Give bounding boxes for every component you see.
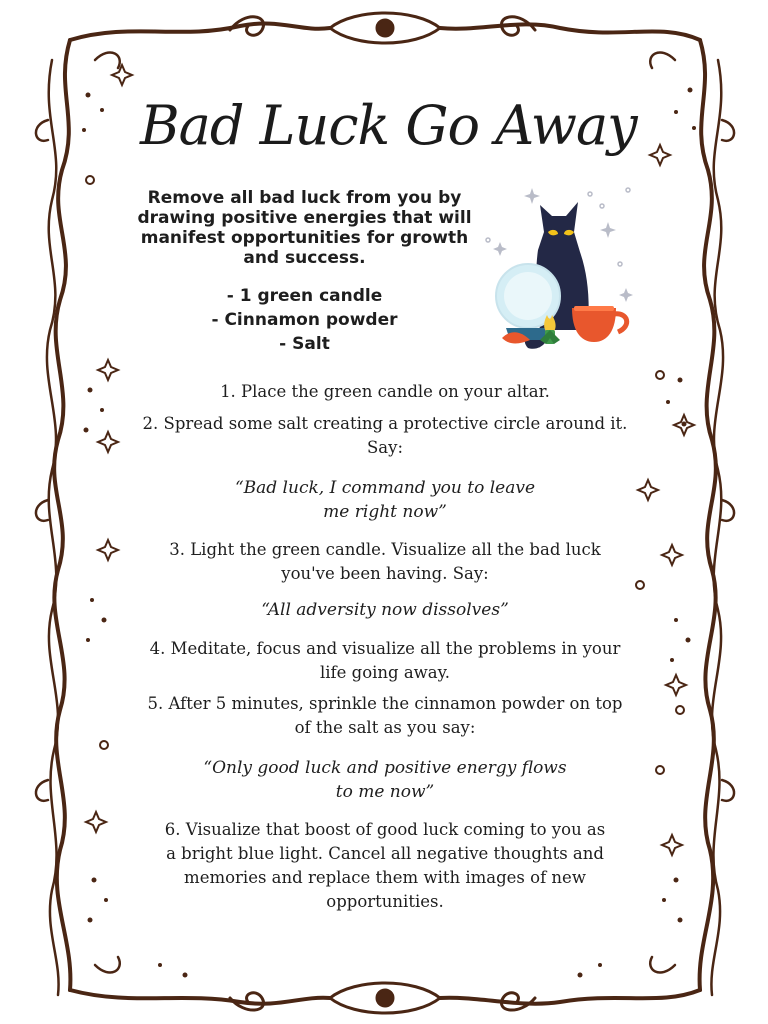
incantation-1: “Bad luck, I command you to leave me right now” [234, 478, 536, 522]
step-1: 1. Place the green candle on your altar. [220, 382, 550, 401]
tea-cup [572, 306, 627, 342]
witch-illustration [480, 180, 640, 360]
step-4: 4. Meditate, focus and visualize all the problems in your life going away. [149, 639, 621, 682]
step-2: 2. Spread some salt creating a protective circle around it. Say: [142, 414, 628, 457]
ingredient-item: - Cinnamon powder [211, 310, 398, 330]
incantation-2: “All adversity now dissolves” [261, 600, 509, 620]
incantation-3: “Only good luck and positive energy flows to me now” [203, 758, 567, 802]
intro-paragraph: Remove all bad luck from you by drawing positive energies that will manifest opportunities for growth and success. [137, 188, 472, 268]
step-5: 5. After 5 minutes, sprinkle the cinnamon powder on top of the salt as you say: [147, 694, 623, 737]
ingredient-item: - Salt [279, 334, 330, 354]
step-3: 3. Light the green candle. Visualize all the bad luck you've been having. Say: [169, 540, 601, 583]
step-6: 6. Visualize that boost of good luck coming to you as a bright blue light. Cancel all negative thoughts and memories and replace them with images of new opportunities. [164, 820, 606, 911]
ingredient-item: - 1 green candle [226, 286, 383, 306]
page-title: Bad Luck Go Away [140, 94, 637, 157]
